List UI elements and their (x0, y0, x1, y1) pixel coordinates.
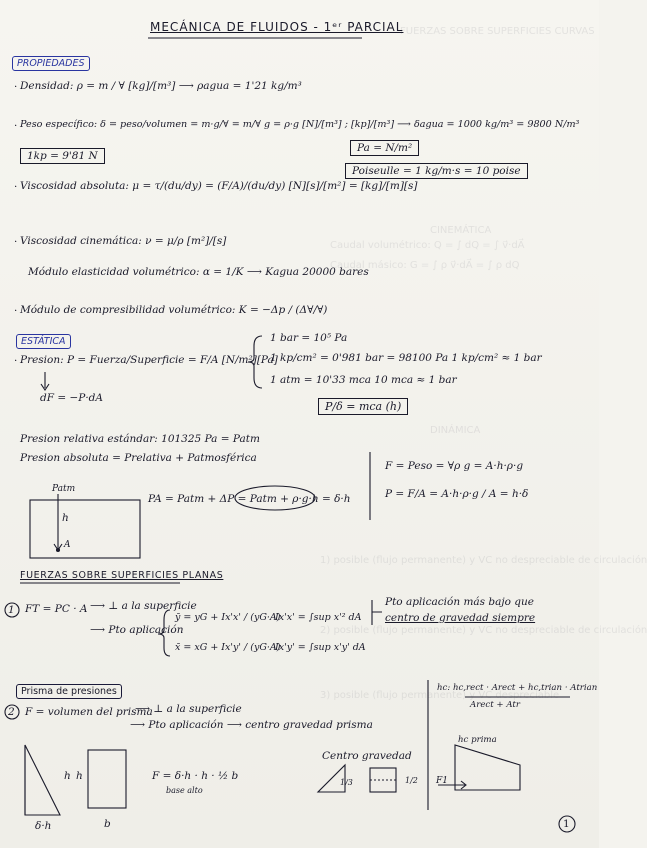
rect-prism (88, 750, 126, 808)
ybar-equation: ȳ = yG + Ix'x' / (yG·A) (175, 612, 281, 623)
point-a (57, 549, 60, 552)
df-equation: dF = −P·dA (40, 392, 103, 404)
coord-brace (158, 610, 170, 656)
pa-box: Pa = N/m² (350, 140, 419, 156)
page-title: MECÁNICA DE FLUIDOS - 1ᵉʳ PARCIAL (150, 20, 404, 34)
pto-aplicacion-1: ⟶ Pto aplicación (90, 624, 184, 636)
note-pto-bajo: Pto aplicación más bajo que (385, 596, 534, 608)
triangle-prism (25, 745, 60, 815)
page-number-circle (559, 816, 575, 832)
note-centro-gravedad: centro de gravedad siempre (385, 612, 536, 624)
f-prisma: F = volumen del prisma (25, 706, 153, 718)
prisma-force-equation: F = δ·h · h · ½ b (152, 770, 239, 782)
poiseuille-box: Poiseulle = 1 kg/m·s = 10 poise (345, 163, 528, 179)
kp-cm2: 1 kp/cm² = 0'981 bar = 98100 Pa 1 kp/cm² ≈ 1 bar (270, 352, 542, 364)
hc-denominator: Arect + Atr (470, 700, 520, 710)
cg-triangle (318, 765, 345, 792)
fuerza-peso-equation: F = Peso = ∀ρ g = A·h·ρ·g (385, 460, 524, 472)
circle-1 (5, 603, 19, 617)
rect-base: b (104, 818, 111, 830)
ixx-integral: Ix'x' = ∫sup x'² dA (275, 612, 362, 623)
presion-relativa-line: Presion relativa estándar: 101325 Pa = Patm (20, 433, 260, 445)
bleed-text: CINEMÁTICA (430, 225, 492, 236)
bleed-text: 1) posible (flujo permanente) y VC no despreciable de circulación (320, 555, 647, 566)
number-2: 2 (8, 706, 15, 718)
triangle-base: δ·h (35, 820, 52, 832)
modulo-elasticidad-line: Módulo elasticidad volumétrico: α = 1/K ⟶ Kagua 20000 bares (28, 266, 369, 278)
presion-hdelta-equation: P = F/A = A·h·ρ·g / A = h·δ (385, 488, 529, 500)
bullet: · (14, 81, 18, 93)
pto-aplicacion-2: ⟶ Pto aplicación ⟶ centro gravedad prisma (130, 719, 373, 731)
bleed-text: Caudal volumétrico: Q = ∫ dQ = ∫ v⃗·dA⃗ (330, 240, 525, 251)
section-estatica: ESTÁTICA (16, 334, 71, 349)
peso-especifico-line: Peso específico: δ = peso/volumen = m·g/∀ = m/∀ g = ρ·g [N]/[m³] ; [kp]/[m³] ⟶ δagua = 1000 kg/m³ = 9800 N/m³ (20, 119, 580, 130)
one-half-label: 1/2 (405, 776, 418, 785)
hc-equation: hc: hc,rect · Arect + hc,trian · Atrian (437, 683, 598, 693)
rho-g-h-circle (235, 486, 315, 510)
ixy-integral: Ix'y' = ∫sup x'y' dA (275, 642, 366, 653)
section-propiedades: PROPIEDADES (12, 56, 90, 71)
number-1: 1 (8, 604, 15, 616)
densidad-line: Densidad: ρ = m / ∀ [kg]/[m³] ⟶ ρagua = 1'21 kg/m³ (20, 80, 302, 92)
viscosidad-cinematica-line: Viscosidad cinemática: ν = μ/ρ [m²]/[s] (20, 235, 227, 247)
page-number: 1 (563, 818, 570, 830)
tank-rect (30, 500, 140, 558)
bullet: · (14, 120, 18, 132)
pa-equation: PA = Patm + ΔP = Patm + ρ·g·h = δ·h (148, 493, 351, 505)
bleed-text: FUERZAS SOBRE SUPERFICIES CURVAS (400, 26, 595, 37)
base-alto-label: base alto (166, 786, 203, 795)
patm-label: Patm (52, 484, 76, 494)
bleed-text: 3) posible (flujo permanente) y VC despreciable (320, 690, 560, 701)
one-third-label: 1/3 (340, 778, 353, 787)
rect-h: h (76, 770, 83, 782)
bullet: · (14, 236, 18, 248)
f1-label: F1 (436, 776, 448, 786)
presion-absoluta-line: Presion absoluta = Prelativa + Patmosférica (20, 452, 257, 464)
presion-brace (248, 336, 262, 388)
centro-gravedad-label: Centro gravedad (322, 750, 412, 762)
atm-mca: 1 atm = 10'33 mca 10 mca ≈ 1 bar (270, 374, 457, 386)
bleed-text: Caudal másico: G = ∫ ρ v⃗·dA⃗ = ∫ ρ dQ (330, 260, 520, 271)
bullet: · (14, 305, 18, 317)
section-fuerzas: FUERZAS SOBRE SUPERFICIES PLANAS (20, 570, 224, 581)
presion-line: Presion: P = Fuerza/Superficie = F/A [N/m²][Pa] (20, 354, 278, 366)
p-over-delta-box: P/δ = mca (h) (318, 398, 408, 415)
note-arrow (372, 600, 382, 625)
xbar-equation: x̄ = xG + Ix'y' / (yG·A) (175, 642, 281, 653)
modulo-compresibilidad-line: Módulo de compresibilidad volumétrico: K = −Δp / (Δ∀/∀) (20, 304, 328, 316)
bullet: · (14, 181, 18, 193)
bleed-text: DINÁMICA (430, 425, 481, 436)
triangle-h: h (64, 770, 71, 782)
bullet: · (14, 355, 18, 367)
bar-pa: 1 bar = 10⁵ Pa (270, 332, 348, 344)
perpendicular-note-2: ⟶ ⊥ a la superficie (135, 703, 242, 715)
kp-box: 1kp = 9'81 N (20, 148, 105, 164)
bleed-text: 2) posible (flujo permanente) y VC no despreciable de circulación (320, 625, 647, 636)
viscosidad-absoluta-line: Viscosidad absoluta: μ = τ/(du/dy) = (F/A)/(du/dy) [N][s]/[m²] = [kg]/[m][s] (20, 180, 418, 192)
h-label: h (62, 512, 69, 524)
trapezoid-prism (455, 745, 520, 790)
hc-prima-label: hc prima (458, 735, 497, 745)
perpendicular-note-1: ⟶ ⊥ a la superficie (90, 600, 197, 612)
section-prisma: Prisma de presiones (16, 684, 122, 699)
point-a-label: A (64, 540, 71, 550)
circle-2 (5, 705, 19, 719)
ft-equation: FT = PC · A (25, 603, 88, 615)
